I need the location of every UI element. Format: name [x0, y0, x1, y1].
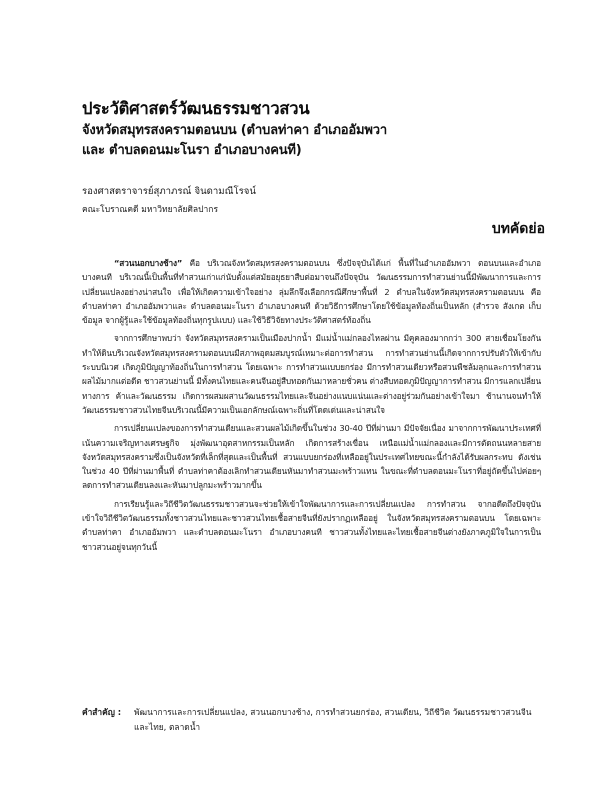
paragraph-1-text: คือ บริเวณจังหวัดสมุทรสงครามตอนบน ซึ่งปัจจุบันได้แก่ พื้นที่ในอำเภออัมพวา ตอนบนและอำเภอบางคนที บริเวณนี้เป็นพื้นที่ทำสวนเก่าแก่นับตั้งแต่สมัยอยุธยาสืบต่อมาจนถึงปัจจุบัน วัฒนธรรมการทำสวนย่านนี้มีพัฒนาการและการเปลี่ยนแปลงอย่างน่าสนใจ เพื่อให้เกิดความเข้าใจอย่าง ลุ่มลึกจึงเลือกกรณีศึกษาพื้นที่ 2 ตำบลในจังหวัดสมุทรสงครามตอนบน คือ ตำบลท่าคา อำเภออัมพวาและ ตำบลดอนมะโนรา อำเภอบางคนที ด้วยวิธีการศึกษาโดยใช้ข้อมูลท้องถิ่นเป็นหลัก (สำรวจ สังเกต เก็บข้อมูล จากผู้รู้และใช้ข้อมูลท้องถิ่นทุกรูปแบบ) และใช้วิธีวิจัยทางประวัติศาสตร์ท้องถิ่น [82, 258, 541, 326]
keywords-section [82, 705, 541, 735]
author-affiliation: คณะโบราณคดี มหาวิทยาลัยศิลปากร [82, 205, 219, 215]
author-block [82, 185, 502, 217]
paper-title: ประวัติศาสตร์วัฒนธรรมชาวสวน [82, 99, 310, 118]
highlighted-term: “สวนนอกบางช้าง” [114, 258, 183, 268]
keywords-label: คำสำคัญ : [82, 707, 122, 717]
abstract-paragraph-2: จากการศึกษาพบว่า จังหวัดสมุทรสงครามเป็นเมืองปากน้ำ มีแม่น้ำแม่กลองไหลผ่าน มีคูคลองมากกว่า 300 สายเชื่อมโยงกัน ทำให้ดินบริเวณจังหวัดสมุทรสงครามตอนบนมีสภาพอุดมสมบูรณ์เหมาะต่อการทำสวน การทำสวนย่านนี้เกิดจากการปรับตัวให้เข้ากับระบบนิเวศ เกิดภูมิปัญญาท้องถิ่นในการทำสวน โดยเฉพาะ การทำสวนแบบยกร่อง มีการทำสวนเดียวหรือสวนพืชล้มลุกและการทำสวนผลไม้มากแต่อดีต ชาวสวนย่านนี้ มีทั้งคนไทยและคนจีนอยู่สืบทอดกันมาหลายชั่วคน ต่างสืบทอดภูมิปัญญาการทำสวน มีการแลกเปลี่ยนทางการ ค้าและวัฒนธรรม เกิดการผสมผสานวัฒนธรรมไทยและจีนอย่างแนบแน่นและต่างอยู่ร่วมกันอย่างเข้าใจมา ช้านานจนทำให้วัฒนธรรมชาวสวนไทยจีนบริเวณนี้มีความเป็นเอกลักษณ์เฉพาะถิ่นที่โดดเด่นและน่าสนใจ [82, 333, 541, 415]
abstract-body [82, 256, 541, 558]
abstract-paragraph-4: การเรียนรู้และวิถีชีวิตวัฒนธรรมชาวสวนจะช่วยให้เข้าใจพัฒนาการและการเปลี่ยนแปลง การทำสวน จากอดีตถึงปัจจุบัน เข้าใจวิถีชีวิตวัฒนธรรมทั้งชาวสวนไทยและชาวสวนไทยเชื้อสายจีนที่ยังปรากฏเหลืออยู่ ในจังหวัดสมุทรสงครามตอนบน โดยเฉพาะตำบลท่าคา อำเภออัมพวา และตำบลดอนมะโนรา อำเภอบางคนที ชาวสวนทั้งไทยและไทยเชื้อสายจีนต่างยังภาคภูมิใจในการเป็นชาวสวนอยู่จนทุกวันนี้ [82, 498, 541, 552]
title-block [82, 98, 552, 161]
keywords-text: พัฒนาการและการเปลี่ยนแปลง, สวนนอกบางช้าง, การทำสวนยกร่อง, สวนเดียน, วิถีชีวิต วัฒนธรรมชาวสวนจีนและไทย, ตลาดน้ำ [134, 707, 532, 732]
abstract-heading: บทคัดย่อ [491, 221, 545, 237]
author-name: รองศาสตราจารย์สุภาภรณ์ จินดามณีโรจน์ [82, 186, 256, 197]
paper-subtitle-line-1: จังหวัดสมุทรสงครามตอนบน (ตำบลท่าคา อำเภออัมพวา [82, 123, 387, 138]
abstract-paragraph-1 [82, 256, 541, 327]
paper-subtitle-line-2: และ ตำบลดอนมะโนรา อำเภอบางคนที) [82, 143, 302, 158]
abstract-paragraph-3: การเปลี่ยนแปลงของการทำสวนเดียนและสวนผลไม้เกิดขึ้นในช่วง 30-40 ปีที่ผ่านมา มีปัจจัยเนื่อง มาจากการพัฒนาประเทศที่เน้นความเจริญทางเศรษฐกิจ มุ่งพัฒนาอุตสาหกรรมเป็นหลัก เกิดการสร้างเขื่อน เหนือแม่น้ำแม่กลองและมีการตัดถนนหลายสาย จังหวัดสมุทรสงครามซึ่งเป็นจังหวัดที่เล็กที่สุดและเป็นพื้นที่ สวนแบบยกร่องที่เหลืออยู่ในประเทศไทยขณะนี้กำลังได้รับผลกระทบ ดังเช่นในช่วง 40 ปีที่ผ่านมาพื้นที่ ตำบลท่าคาต้องเลิกทำสวนเดียนหันมาทำสวนมะพร้าวแทน ในขณะที่ตำบลดอนมะโนราที่อยู่ถัดขึ้นไปค่อยๆ ลดการทำสวนเดียนลงและหันมาปลูกมะพร้าวมากขึ้น [82, 423, 541, 491]
